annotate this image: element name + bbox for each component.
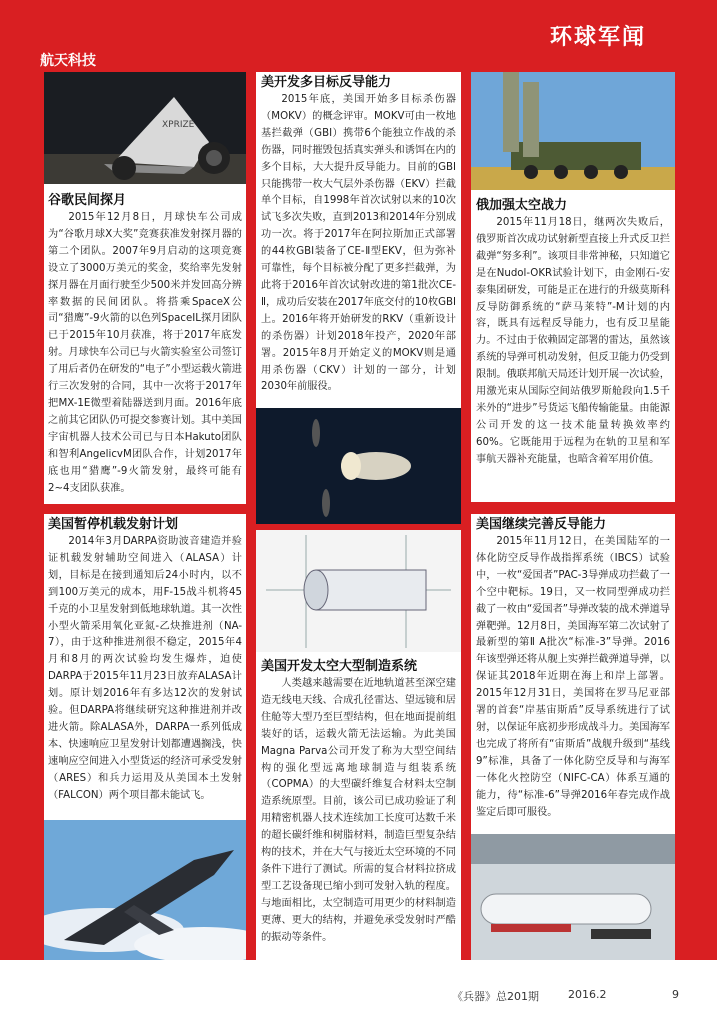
page-number: 9 xyxy=(672,988,679,1001)
article-title: 俄加强太空战力 xyxy=(476,198,568,213)
section-label-world-military: 环球军闻 xyxy=(550,25,647,50)
article-body: 2015年12月8日，月球快车公司成为“谷歌月球X大奖”竞赛获准发射探月器的第二个团队。2007年9月启动的这项竞赛设立了3000万美元的奖金，奖给率先发射探月器在月面行驶至少500米并发回高分辨率数据的民间团队。将搭乘SpaceX公司“猎鹰”-9火箭的以色列SpaceIL探月团队已于2015年10月获准，将于2017年底发射。月球快车公司已与火箭实验室公司签订了用后者仍在研发的“电子”小型运载火箭进行三次发射的合同，其中一次将于2017年把MX-1E微型着陆器送到月面。2016年底之前其它团队仍可提交参赛计划。其中美国宇宙机器人技术公司已与日本Hakuto团队和智利AngelicvM团队合作，计划2017年底也用“猎鹰”-9火箭发射，最终可能有2~4支团队获准。 xyxy=(48,212,242,494)
issue-date: 2016.2 xyxy=(568,988,607,1001)
article-body: 2014年3月DARPA资助波音建造并验证机载发射辅助空间进入（ALASA）计划，目标是在接到通知后24小时内，以不到100万美元的成本，用F-15战斗机将45千克的小卫星发射到低地球轨道。其一次性小型火箭采用氧化亚氮-乙炔推进剂（NA-7），由于这种推进剂很不稳定，2015年4月和8月的两次试验均发生爆炸，迫使DARPA于2015年11月23日放弃ALASA计划。原计划2016年有多达12次的发射试验。但DARPA将继续研究这种推进剂并改进火箭。除ALASA外，DARPA一系列低成本、快速响应卫星发射计划都遭遇搁浅，快速响应空间进入小型货运的经济可承受发射（ARES）和兵力运用及从美国本土发射（FALCON）两个项目都未能试飞。 xyxy=(48,536,242,801)
section-label-aerospace: 航天科技 xyxy=(40,53,96,69)
footer-area xyxy=(0,960,717,1024)
article-title: 美国继续完善反导能力 xyxy=(476,517,607,532)
space-structure-illustration xyxy=(256,530,461,652)
missile-workshop-photo xyxy=(471,834,675,960)
xprize-logo: XPRIZE xyxy=(162,120,195,130)
article-title: 美国暂停机载发射计划 xyxy=(48,517,179,532)
lunar-rover-photo xyxy=(44,72,246,184)
missile-launcher-photo xyxy=(471,72,675,190)
fighter-jet-photo xyxy=(44,820,246,960)
article-body: 人类越来越需要在近地轨道甚至深空建造无线电天线、合成孔径雷达、望远镜和居住舱等大型乃至巨型结构，但在地面提前组装好的话，运载火箭无法运输。为此美国Magna Parva公司开发了称为大型空间结构的强化型远离地球制造与组装系统（COPMA）的大型碳纤维复合材料太空制造系统原型。目前，该公司已成功验证了利用精密机器人技术连续加工长度可达数千米的超长碳纤维和树脂材料，制造巨型复杂结构的技术，并在大气与接近太空环境的不同条件下进行了测试。所需的复合材料拉挤成型工艺设备现已缩小到可发射入轨的程度。与地面相比，太空制造可用更少的材料制造更薄、更大的结构，并避免承受发射时严酷的振动等条件。 xyxy=(261,678,456,943)
article-body: 2015年11月18日，继两次失败后，俄罗斯首次成功试射新型直接上升式反卫拦截弹“努多利”。该项目非常神秘，只知道它是在Nudol-OKR试验计划下，由金刚石-安泰集团研发，可能是正在进行的升级莫斯科反导防御系统的“萨马莱特”-M计划的内容，既具有远程反导能力，也有反卫星能力。不过由于依赖固定部署的雷达，虽然该系统的导弹可机动发射，但反卫能力仍受到限制。俄联邦航天局还计划开展一次试验，用激光束从国际空间站俄罗斯舱段向1.5千米外的“进步”号货运飞船传输能量。由能源公司开发的这一技术能量转换效率约60%。它既能用于远程为在轨的卫星和军事航天器补充能量，也暗含着军用价值。 xyxy=(476,217,670,465)
article-body: 2015年底，美国开始多目标杀伤器（MOKV）的概念评审。MOKV可由一枚地基拦截弹（GBI）携带6个能独立作战的杀伤器，同时摧毁包括真实弹头和诱饵在内的多个目标，大大提升反导能力。目前的GBI只能携带一枚大气层外杀伤器（EKV）拦截单个目标，自1998年首次试射以来的10次试飞多次失败，直到2013和2014年分别成功一次。将于2017年在阿拉斯加正式部署的44枚GBI装备了CE-Ⅱ型EKV，但为弥补可靠性，每个目标被分配了更多拦截弹，为此将于2016年首次试射改进的第1批次CE-Ⅱ，成功后安装在2017年底交付的10枚GBI上。2016年将开始研发的RKV（重新设计的杀伤器）计划2018年投产，2020年部署。2015年8月开始定义的MOKV则是通用杀伤器（CKV）计划的一部分，计划2030年前服役。 xyxy=(261,94,456,393)
article-russia-space xyxy=(471,72,675,502)
article-alasa xyxy=(44,514,246,960)
article-body: 2015年11月12日，在美国陆军的一体化防空反导作战指挥系统（IBCS）试验中，一枚“爱国者”PAC-3导弹成功拦截了一个空中靶标。19日，又一枚同型弹成功拦截了一枚由“爱国者”导弹改装的战术弹道导弹靶弹。12月8日，美国海军第二次试射了最新型的第Ⅱ A批次“标准-3”导弹。2016年该型弹还将从舰上实弹拦截弹道导弹，以保证其2018年近期在海上和岸上部署。2015年12月31日，美国将在罗马尼亚部署的首套“岸基宙斯盾”反导系统进行了试射，以保证年底初步形成战斗力。美国海军也完成了将所有“宙斯盾”战舰升级到“基线9”标准，具备了一体化防空反导和与海军一体化火控防空（NIFC-CA）体系互通的能力，待“标准-6”导弹2016年春完成作战鉴定后即可服役。 xyxy=(476,536,670,818)
article-title: 美国开发太空大型制造系统 xyxy=(261,659,418,674)
article-google-lunar xyxy=(44,72,246,504)
article-us-missile-defense xyxy=(471,514,675,960)
journal-name: 《兵器》总201期 xyxy=(452,990,539,1003)
kill-vehicle-illustration xyxy=(256,408,461,524)
article-mokv xyxy=(256,72,461,524)
article-title: 美开发多目标反导能力 xyxy=(261,75,392,90)
article-space-manufacturing xyxy=(256,530,461,960)
article-title: 谷歌民间探月 xyxy=(48,193,127,208)
